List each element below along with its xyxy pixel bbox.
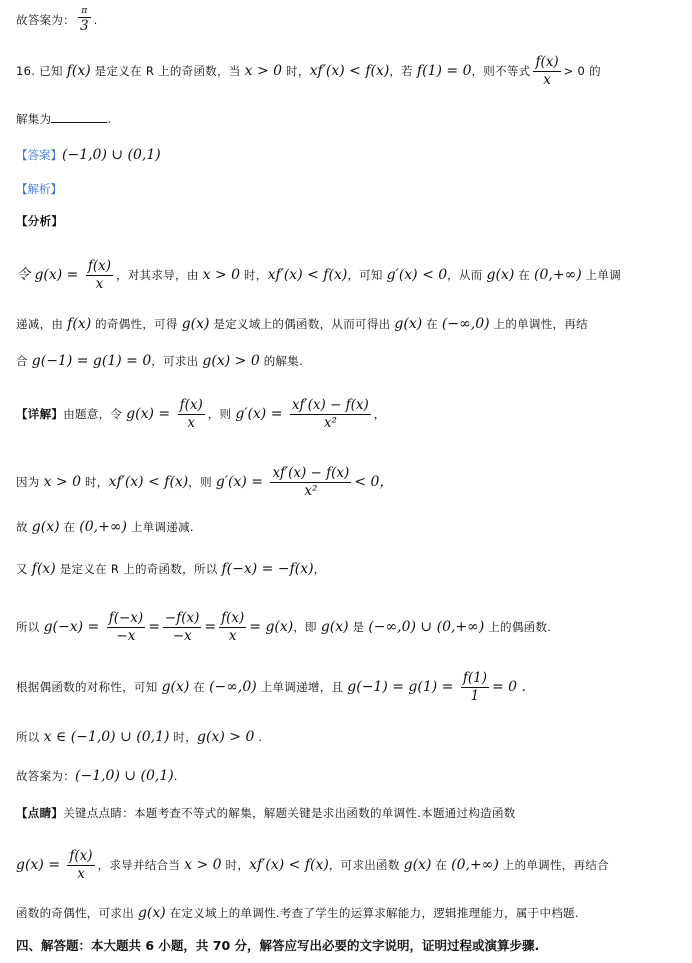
detail-line-8: 故答案为：(−1,0) ∪ (0,1). [16, 768, 178, 784]
fenxi-tag: 【分析】 [16, 214, 64, 228]
derivative-fraction: $\frac{xf'(x) - f(x)}{\text{x²}}$ [291, 397, 369, 431]
inequality-fraction: $\frac{f(x)}{x}$ [535, 54, 559, 88]
section-4-heading: 四、解答题：本大题共 6 小题，共 70 分，解答应写出必要的文字说明，证明过程或演算步骤. [16, 938, 540, 953]
detail-line-6: 根据偶函数的对称性，可知 g(x) 在 (−∞,0) 上单调递增，且 g(−1) = g(1) = $\frac{f(1)}{1}$ = 0 . [16, 670, 526, 704]
f1-fraction: $\frac{f(1)}{1}$ [462, 670, 487, 704]
analysis-line-1: 令 g(x) = $\frac{f(x)}{x}$ ，对其求导，由 x > 0 时，xf′(x) < f(x)，可知 g′(x) < 0，从而 g(x) 在 (0,+∞) 上单调 [16, 258, 622, 292]
detail-line-7: 所以 x ∈ (−1,0) ∪ (0,1) 时，g(x) > 0 . [16, 729, 263, 745]
analysis-line-3: 合 g(−1) = g(1) = 0，可求出 g(x) > 0 的解集. [16, 353, 304, 369]
previous-answer-line: 故答案为： $\frac{\pi}{3}$ . [16, 6, 98, 34]
remark-line-2: g(x) = $\frac{f(x)}{x}$ ，求导并结合当 x > 0 时，xf′(x) < f(x)，可求出函数 g(x) 在 (0,+∞) 上的单调性，再结合 [16, 848, 609, 882]
detail-line-4: 又 f(x) 是定义在 R 上的奇函数，所以 f(−x) = −f(x)， [16, 561, 326, 577]
question-16-line-2: 解集为 . [16, 112, 112, 126]
gx-fraction-remark: $\frac{f(x)}{x}$ [69, 848, 93, 882]
analysis-line-2: 递减，由 f(x) 的奇偶性，可得 g(x) 是定义域上的偶函数，从而可得出 g(x) 在 (−∞,0) 上的单调性，再结 [16, 316, 588, 332]
frac-a: $\frac{f(-x)}{-x}$ [108, 610, 144, 644]
detail-line-5: 所以 g(−x) = $\frac{f(-x)}{-x}$ = $\frac{-f(x)}{-x}$ = $\frac{f(x)}{x}$ = g(x)，即 g(x) 是 (−∞,0) ∪ (0,+∞) 上的偶函数. [16, 610, 552, 644]
question-16-line-1: 16. 已知 f(x) 是定义在 R 上的奇函数，当 x > 0 时，xf′(x) < f(x)，若 f(1) = 0，则不等式 $\frac{f(x)}{x}$ > 0 的 [16, 54, 601, 88]
frac-b: $\frac{-f(x)}{-x}$ [164, 610, 200, 644]
answer-line: 【答案】(−1,0) ∪ (0,1) [16, 147, 161, 163]
derivative-fraction-2: $\frac{xf'(x) - f(x)}{\text{x²}}$ [272, 465, 350, 499]
frac-c: $\frac{f(x)}{x}$ [221, 610, 245, 644]
remark-line-3: 函数的奇偶性，可求出 g(x) 在定义域上的单调性.考查了学生的运算求解能力，逻辑推理能力，属于中档题. [16, 905, 579, 921]
answer-blank [51, 110, 107, 123]
gx-def-fraction: $\frac{f(x)}{x}$ [179, 397, 203, 431]
detail-line-3: 故 g(x) 在 (0,+∞) 上单调递减. [16, 519, 194, 535]
answer-fraction: $\frac{\pi}{3}$ [80, 6, 89, 34]
detail-line-1: 【详解】由题意，令 g(x) = $\frac{f(x)}{x}$ ，则 g′(x) = $\frac{xf'(x) - f(x)}{\text{x²}}$ ， [16, 397, 386, 431]
gx-fraction: $\frac{f(x)}{x}$ [87, 258, 112, 292]
analysis-tag: 【解析】 [16, 182, 62, 196]
detail-line-2: 因为 x > 0 时，xf′(x) < f(x)，则 g′(x) = $\frac{xf'(x) - f(x)}{\text{x²}}$ < 0， [16, 465, 394, 499]
remark-line-1: 【点睛】关键点点睛：本题考查不等式的解集，解题关键是求出函数的单调性.本题通过构造函数 [16, 806, 516, 820]
